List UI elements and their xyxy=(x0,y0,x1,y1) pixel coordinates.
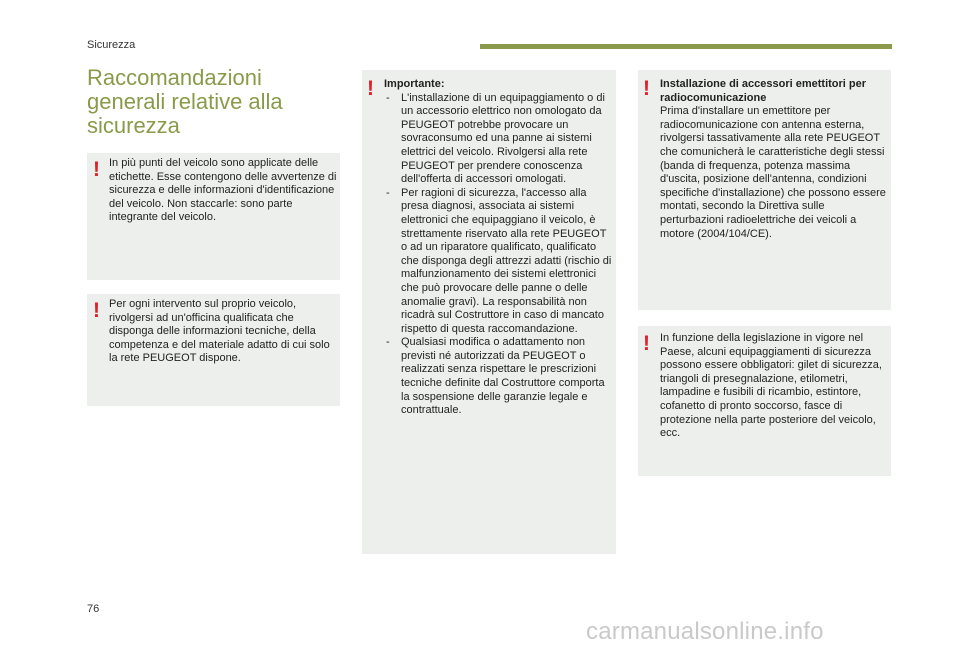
page-number: 76 xyxy=(87,603,100,615)
exclamation-mark-icon: ! xyxy=(643,332,650,355)
legislation-text: In funzione della legislazione in vigore nel Paese, alcuni equipaggiamenti di sicurezza possono essere obbligatori: gilet di sicurezza, triangoli di presegnalazione, etilometri, lampadine e fusibili di ricambio, estintore, cofanetto di pronto soccorso, fasce di protezione nella parte posteriore del veicolo, ecc. xyxy=(660,332,882,440)
warning-box-radio xyxy=(638,70,891,310)
header-rule xyxy=(480,44,892,49)
warning-box-service xyxy=(87,294,340,406)
list-item: - Qualsiasi modifica o adattamento non previsti né autorizzati da PEUGEOT o realizzati senza rispettare le prescrizioni tecniche definite dal Costruttore comporta la sospensione delle garanzie legale e contrattuale. xyxy=(384,336,612,418)
important-heading: Importante: xyxy=(384,78,445,90)
warning-box-important xyxy=(362,70,616,554)
warning-box-labels xyxy=(87,153,340,280)
exclamation-mark-icon: ! xyxy=(367,77,374,100)
radio-heading: Installazione di accessori emettitori per radiocomunicazione xyxy=(660,78,867,104)
important-list xyxy=(384,92,612,418)
list-item: - L'installazione di un equipaggiamento o di un accessorio elettrico non omologato da PEUGEOT potrebbe provocare un sovraconsumo ed una panne ai sistemi elettrici del veicolo. Rivolgersi alla rete PEUGEOT per prendere conoscenza dell'offerta di accessori omologati. xyxy=(384,92,612,187)
section-label: Sicurezza xyxy=(87,39,136,51)
labels-text: In più punti del veicolo sono applicate delle etichette. Esse contengono delle avvertenze di sicurezza e delle informazioni d'identificazione del veicolo. Non staccarle: sono parte integrante del veicolo. xyxy=(109,157,337,224)
watermark: carmanualsonline.info xyxy=(586,618,824,645)
page-title: Raccomandazioni generali relative alla sicurezza xyxy=(87,65,283,138)
exclamation-mark-icon: ! xyxy=(93,158,100,181)
radio-text: Prima d'installare un emettitore per radiocomunicazione con antenna esterna, rivolgersi tassativamente alla rete PEUGEOT che comunicherà le caratteristiche degli stessi (banda di frequenza, potenza massima d'uscita, posizione dell'antenna, condizioni specifiche d'installazione) che possono essere montati, secondo la Direttiva sulle perturbazioni radioelettriche dei veicoli a motore (2004/104/CE). xyxy=(660,105,886,240)
list-item: - Per ragioni di sicurezza, l'accesso alla presa diagnosi, associata ai sistemi elettronici che equipaggiano il veicolo, è strettamente riservato alla rete PEUGEOT o ad un riparatore qualificato, qualificato che disponga degli attrezzi adatti (rischio di malfunzionamento dei sistemi elettronici che può provocare delle panne o delle anomalie gravi). La responsabilità non ricadrà sul Costruttore in caso di mancato rispetto di questa raccomandazione. xyxy=(384,187,612,337)
warning-box-legislation xyxy=(638,326,891,476)
exclamation-mark-icon: ! xyxy=(643,77,650,100)
service-text: Per ogni intervento sul proprio veicolo, rivolgersi ad un'officina qualificata che disponga delle informazioni tecniche, della competenza e del materiale adatto di cui solo la rete PEUGEOT dispone. xyxy=(109,298,330,365)
exclamation-mark-icon: ! xyxy=(93,299,100,322)
